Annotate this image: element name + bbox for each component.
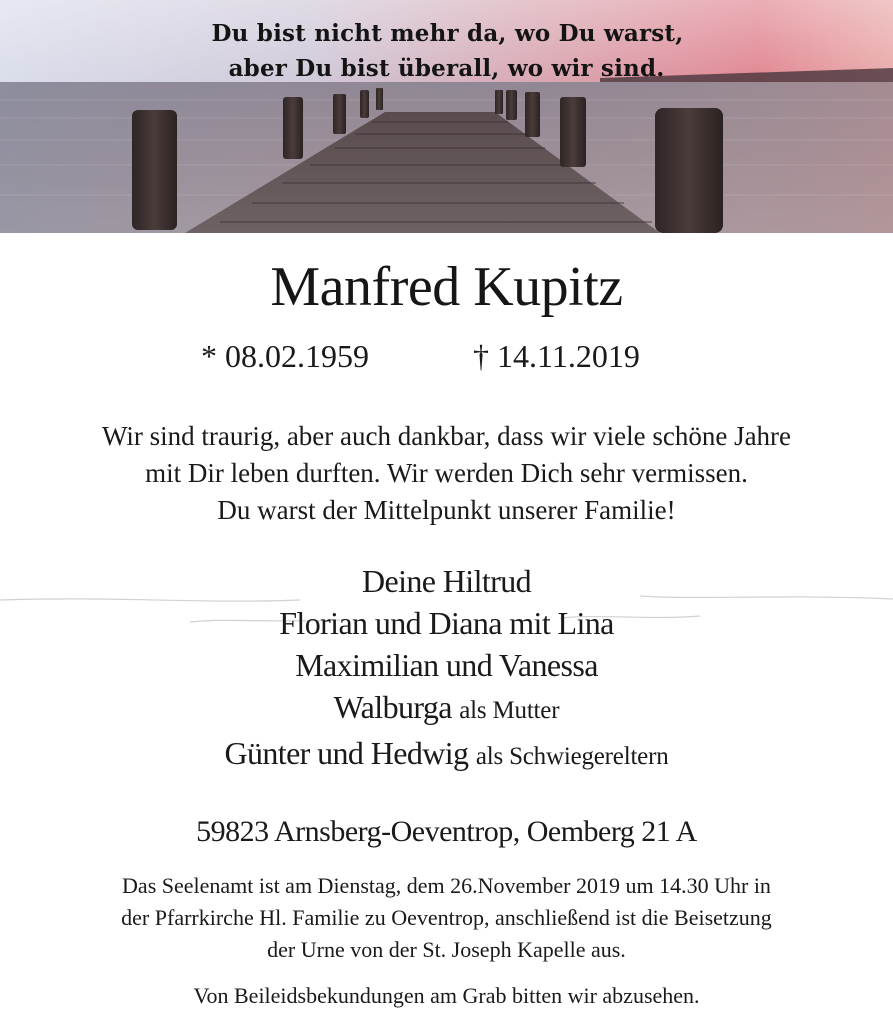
death-date: † 14.11.2019	[473, 338, 640, 374]
service-line: der Pfarrkirche Hl. Familie zu Oeventrop, anschließend ist die Beisetzung	[121, 905, 772, 930]
family-member	[0, 560, 893, 602]
header-quote	[0, 16, 893, 86]
family-relation: als Mutter	[459, 697, 560, 724]
family-names: Walburga	[333, 689, 452, 725]
message-line: Wir sind traurig, aber auch dankbar, dass wir viele schöne Jahre	[101, 421, 792, 451]
family-names: Florian und Diana mit Lina	[279, 605, 614, 641]
service-info	[0, 870, 893, 966]
quote-line-2: aber Du bist überall, wo wir sind.	[228, 55, 665, 82]
service-line: der Urne von der St. Joseph Kapelle aus.	[267, 937, 626, 962]
message-line: Du warst der Mittelpunkt unserer Familie!	[217, 495, 676, 525]
family-member	[0, 732, 893, 778]
deceased-name: Manfred Kupitz	[270, 256, 623, 318]
family-member	[0, 686, 893, 732]
family-names: Maximilian und Vanessa	[295, 647, 598, 683]
family-list	[0, 560, 893, 778]
message-line: mit Dir leben durften. Wir werden Dich sehr vermissen.	[145, 458, 748, 488]
header-photo	[0, 0, 893, 233]
condolence-note: Von Beileidsbekundungen am Grab bitten wir abzusehen.	[193, 983, 700, 1008]
service-line: Das Seelenamt ist am Dienstag, dem 26.November 2019 um 14.30 Uhr in	[122, 873, 771, 898]
birth-date: * 08.02.1959	[201, 338, 369, 374]
family-names: Günter und Hedwig	[224, 735, 469, 771]
family-member	[0, 644, 893, 686]
family-member	[0, 602, 893, 644]
condolence-message	[0, 418, 893, 529]
family-address: 59823 Arnsberg-Oeventrop, Oemberg 21 A	[196, 815, 697, 848]
family-names: Deine Hiltrud	[361, 563, 532, 599]
quote-line-1: Du bist nicht mehr da, wo Du warst,	[211, 20, 684, 47]
family-relation: als Schwiegereltern	[475, 743, 669, 770]
